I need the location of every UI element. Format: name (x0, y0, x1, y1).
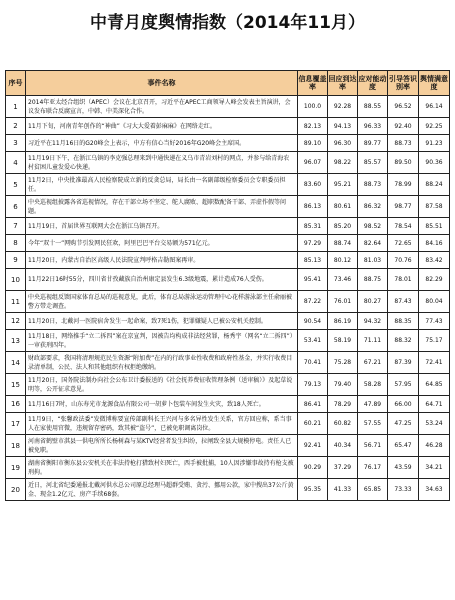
table-row (6, 457, 450, 479)
coverage-value: 97.29 (298, 235, 328, 252)
row-index: 10 (6, 269, 26, 291)
table-row (6, 174, 450, 196)
row-index: 3 (6, 135, 26, 152)
row-index: 5 (6, 174, 26, 196)
row-index: 7 (6, 218, 26, 235)
guidance-recognition-value: 89.50 (388, 152, 419, 174)
response-initiative-value: 81.03 (358, 252, 388, 269)
coverage-value: 95.41 (298, 269, 328, 291)
response-reach-value: 37.29 (328, 457, 358, 479)
response-initiative-value: 88.55 (358, 96, 388, 118)
header-guidance-recognition: 引导答识别率 (388, 71, 419, 96)
event-name: 11月19日，首届世界互联网大会在浙江乌镇召开。 (26, 218, 298, 235)
guidance-recognition-value: 87.39 (388, 352, 419, 374)
guidance-recognition-value: 96.52 (388, 96, 419, 118)
table-row (6, 152, 450, 174)
response-reach-value: 79.40 (328, 374, 358, 396)
guidance-recognition-value: 73.33 (388, 479, 419, 501)
coverage-value: 89.10 (298, 135, 328, 152)
response-reach-value: 40.34 (328, 435, 358, 457)
response-initiative-value: 98.52 (358, 218, 388, 235)
table-header-row (6, 71, 450, 96)
response-reach-value: 78.29 (328, 396, 358, 413)
response-initiative-value: 71.11 (358, 330, 388, 352)
page-title: 中青月度舆情指数（2014年11月） (90, 13, 365, 33)
response-reach-value: 88.74 (328, 235, 358, 252)
event-name: 11月20日，内蒙古自治区高级人民法院宣判呼格吉勒图案再审。 (26, 252, 298, 269)
coverage-value: 70.41 (298, 352, 328, 374)
guidance-recognition-value: 70.76 (388, 252, 419, 269)
response-reach-value: 76.01 (328, 291, 358, 313)
guidance-recognition-value: 88.73 (388, 135, 419, 152)
response-initiative-value: 58.28 (358, 374, 388, 396)
table-row (6, 252, 450, 269)
satisfaction-value: 91.23 (419, 135, 450, 152)
satisfaction-value: 92.25 (419, 118, 450, 135)
guidance-recognition-value: 88.35 (388, 313, 419, 330)
satisfaction-value: 85.51 (419, 218, 450, 235)
satisfaction-value: 96.14 (419, 96, 450, 118)
event-name: 11月22日16时55分，四川省甘孜藏族自治州康定县发生6.3级地震，累计造成76人受伤。 (26, 269, 298, 291)
table-row (6, 196, 450, 218)
response-initiative-value: 82.64 (358, 235, 388, 252)
event-name: 11月19日下午，在浙江乌镇的李克强总理来到中通快递在义乌市青岩刘村的网点，并参与给青海农村贫困儿童发爱心快递。 (26, 152, 298, 174)
table-row (6, 269, 450, 291)
response-reach-value: 95.21 (328, 174, 358, 196)
satisfaction-value: 82.29 (419, 269, 450, 291)
table-row (6, 118, 450, 135)
event-name: 近日，河北省纪委通报北戴河供水总公司原总经理马超群受贿、贪污、挪用公款，家中搜出37公斤黄金、现金1.2亿元、房产手续68套。 (26, 479, 298, 501)
response-initiative-value: 80.27 (358, 291, 388, 313)
response-initiative-value: 65.85 (358, 479, 388, 501)
response-reach-value: 94.13 (328, 118, 358, 135)
coverage-value: 86.41 (298, 396, 328, 413)
satisfaction-value: 87.58 (419, 196, 450, 218)
header-event-name: 事件名称 (26, 71, 298, 96)
event-name: 11月16日7时，山东寿光市龙源食品有限公司一胡萝卜包装车间发生火灾，致18人死亡。 (26, 396, 298, 413)
satisfaction-value: 53.24 (419, 413, 450, 435)
response-initiative-value: 89.77 (358, 135, 388, 152)
event-name: 11月20日，北戴河一医院宿舍发生一起命案，致7死1伤，犯罪嫌疑人已被公安机关控制。 (26, 313, 298, 330)
table-row (6, 291, 450, 313)
response-reach-value: 80.12 (328, 252, 358, 269)
guidance-recognition-value: 66.00 (388, 396, 419, 413)
response-initiative-value: 47.89 (358, 396, 388, 413)
table-row (6, 330, 450, 352)
coverage-value: 90.54 (298, 313, 328, 330)
guidance-recognition-value: 78.99 (388, 174, 419, 196)
header-index: 序号 (6, 71, 26, 96)
satisfaction-value: 46.28 (419, 435, 450, 457)
response-reach-value: 98.22 (328, 152, 358, 174)
response-initiative-value: 76.17 (358, 457, 388, 479)
event-name: 今年“双十一”网购节引发网民狂欢，阿里巴巴平台交易额为571亿元。 (26, 235, 298, 252)
row-index: 17 (6, 413, 26, 435)
response-reach-value: 92.28 (328, 96, 358, 118)
coverage-value: 85.13 (298, 252, 328, 269)
event-name: 中央巡视组反馈国家体育总局的巡视意见，此后，体育总局游泳运动管理中心花样游泳部主任俞丽被警方带走调查。 (26, 291, 298, 313)
coverage-value: 79.13 (298, 374, 328, 396)
row-index: 14 (6, 352, 26, 374)
event-name: 财政部要求，我国将清理规范民生资源“附加费”在内的行政事业性收费和政府性基金，并实行收费目录清单制，公民、法人和其他组织有权拒绝缴纳。 (26, 352, 298, 374)
row-index: 11 (6, 291, 26, 313)
coverage-value: 86.13 (298, 196, 328, 218)
coverage-value: 87.22 (298, 291, 328, 313)
coverage-value: 100.0 (298, 96, 328, 118)
event-name: 习近平在11月16日的G20峰会上表示，中方有信心当好2016年G20峰会主席国。 (26, 135, 298, 152)
satisfaction-value: 64.71 (419, 396, 450, 413)
table-row (6, 479, 450, 501)
satisfaction-value: 83.42 (419, 252, 450, 269)
row-index: 12 (6, 313, 26, 330)
satisfaction-value: 88.24 (419, 174, 450, 196)
event-name: 中央巡视组披露各省巡视情况，存在干部立场不坚定、舵人腐败、超职数配备干部、弄虚作假等问题。 (26, 196, 298, 218)
coverage-value: 96.07 (298, 152, 328, 174)
event-name: 11月9日，“张馨政法委”发微博称要宣传部副科长王兴河与多名异性发生关系，官方回应称，系当事人在家使用官微，违规留存密码，致其被“盗号”，已被免职调离岗位。 (26, 413, 298, 435)
satisfaction-value: 72.41 (419, 352, 450, 374)
guidance-recognition-value: 87.43 (388, 291, 419, 313)
response-initiative-value: 57.55 (358, 413, 388, 435)
guidance-recognition-value: 57.95 (388, 374, 419, 396)
coverage-value: 85.31 (298, 218, 328, 235)
response-reach-value: 86.19 (328, 313, 358, 330)
event-name: 2014年亚太经合组织（APEC）会议在北京召开，习近平在APEC工商领导人峰会发表主旨演讲，会议发布联合反腐宣言，中韩、中美深化合作。 (26, 96, 298, 118)
response-reach-value: 60.82 (328, 413, 358, 435)
satisfaction-value: 80.04 (419, 291, 450, 313)
satisfaction-value: 34.21 (419, 457, 450, 479)
row-index: 6 (6, 196, 26, 218)
response-reach-value: 75.28 (328, 352, 358, 374)
satisfaction-value: 84.16 (419, 235, 450, 252)
coverage-value: 92.41 (298, 435, 328, 457)
row-index: 16 (6, 396, 26, 413)
event-name: 11月下旬，河南青年创作的“神曲”《习大大爱着彭麻麻》在网络走红。 (26, 118, 298, 135)
header-response-initiative: 应对能动度 (358, 71, 388, 96)
row-index: 4 (6, 152, 26, 174)
guidance-recognition-value: 72.65 (388, 235, 419, 252)
table-row (6, 313, 450, 330)
event-name: 11月20日，国务院法制办向社会公布卫计委报送的《社会抚养费征收管理条例（送审稿）》及起草说明等，公开征求意见。 (26, 374, 298, 396)
response-initiative-value: 94.32 (358, 313, 388, 330)
response-initiative-value: 88.75 (358, 269, 388, 291)
response-reach-value: 96.30 (328, 135, 358, 152)
event-name: 11月18日，网络推手“立二拆四”案在京宣判，因被告均构成非法经营罪，杨秀宇（网名“立二拆四”）一审获刑四年。 (26, 330, 298, 352)
guidance-recognition-value: 47.25 (388, 413, 419, 435)
response-reach-value: 41.33 (328, 479, 358, 501)
row-index: 13 (6, 330, 26, 352)
table-row (6, 235, 450, 252)
table-row (6, 135, 450, 152)
coverage-value: 60.21 (298, 413, 328, 435)
response-initiative-value: 86.32 (358, 196, 388, 218)
table-row (6, 413, 450, 435)
response-reach-value: 73.46 (328, 269, 358, 291)
table-row (6, 96, 450, 118)
table-row (6, 218, 450, 235)
row-index: 18 (6, 435, 26, 457)
response-reach-value: 58.19 (328, 330, 358, 352)
row-index: 8 (6, 235, 26, 252)
coverage-value: 90.29 (298, 457, 328, 479)
response-initiative-value: 56.71 (358, 435, 388, 457)
table-row (6, 352, 450, 374)
table-row (6, 396, 450, 413)
row-index: 20 (6, 479, 26, 501)
row-index: 15 (6, 374, 26, 396)
coverage-value: 83.60 (298, 174, 328, 196)
response-reach-value: 85.20 (328, 218, 358, 235)
table-row (6, 435, 450, 457)
table-body (6, 96, 450, 501)
guidance-recognition-value: 78.54 (388, 218, 419, 235)
guidance-recognition-value: 92.40 (388, 118, 419, 135)
satisfaction-value: 77.43 (419, 313, 450, 330)
event-name: 湖南省衡阳市衡东县公安机关在非法持枪打猎致村妇死亡，西手被批捕，10人因涉嫌事故持有枪支被刑拘。 (26, 457, 298, 479)
response-initiative-value: 96.33 (358, 118, 388, 135)
header-coverage: 信息覆盖率 (298, 71, 328, 96)
row-index: 9 (6, 252, 26, 269)
header-response-reach: 回应到达率 (328, 71, 358, 96)
coverage-value: 95.35 (298, 479, 328, 501)
row-index: 1 (6, 96, 26, 118)
event-name: 11月2日，中央批准最高人民检察院成立新的反贪总局，局长由一名副部级检察委员会专职委员担任。 (26, 174, 298, 196)
satisfaction-value: 75.17 (419, 330, 450, 352)
sentiment-index-table (5, 70, 450, 501)
guidance-recognition-value: 65.47 (388, 435, 419, 457)
response-initiative-value: 85.57 (358, 152, 388, 174)
table-row (6, 374, 450, 396)
response-initiative-value: 67.21 (358, 352, 388, 374)
satisfaction-value: 64.85 (419, 374, 450, 396)
coverage-value: 53.41 (298, 330, 328, 352)
satisfaction-value: 34.63 (419, 479, 450, 501)
row-index: 2 (6, 118, 26, 135)
event-name: 河南省鹤壁市淇县一供电所所长杨树森与某KTV经营者发生纠纷，拉闸致全县大规模停电。责任人已被免职。 (26, 435, 298, 457)
coverage-value: 82.13 (298, 118, 328, 135)
guidance-recognition-value: 43.59 (388, 457, 419, 479)
row-index: 19 (6, 457, 26, 479)
response-initiative-value: 88.73 (358, 174, 388, 196)
satisfaction-value: 90.36 (419, 152, 450, 174)
response-reach-value: 80.61 (328, 196, 358, 218)
guidance-recognition-value: 78.01 (388, 269, 419, 291)
guidance-recognition-value: 98.77 (388, 196, 419, 218)
guidance-recognition-value: 88.32 (388, 330, 419, 352)
header-satisfaction: 舆情满意度 (419, 71, 450, 96)
